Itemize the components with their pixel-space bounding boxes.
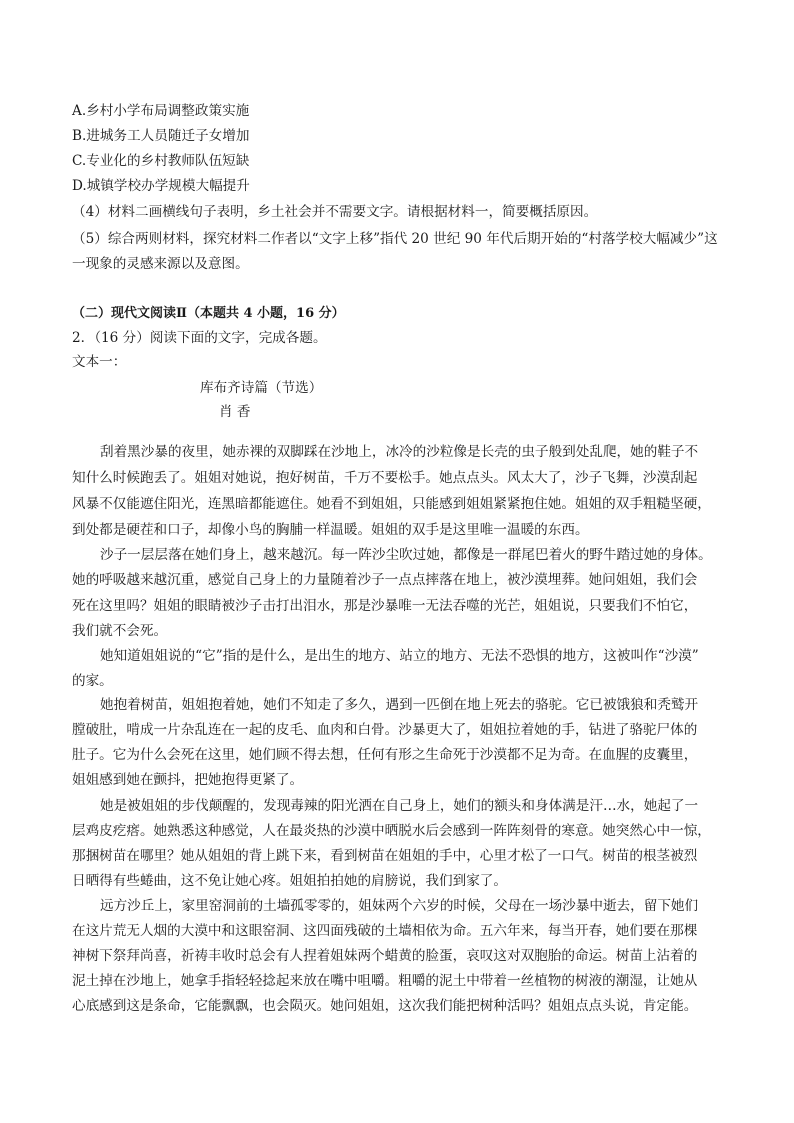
paragraph-2-line-2: 她的呼吸越来越沉重，感觉自己身上的力量随着沙子一点点摔落在地上，被沙漠埋葬。她问姐姐，我们会	[72, 572, 698, 588]
paragraph-6-line-1: 远方沙丘上，家里窑洞前的土墙孤零零的，姐妹两个六岁的时候，父母在一场沙暴中逝去，留下她们	[100, 898, 699, 914]
paragraph-5-line-1: 她是被姐姐的步伐颠醒的，发现毒辣的阳光洒在自己身上，她们的额头和身体满是汗…水，她起了一	[100, 798, 699, 814]
paragraph-5-line-3: 那捆树苗在哪里？她从姐姐的背上跳下来，看到树苗在姐姐的手中，心里才松了一口气。树苗的根茎被烈	[72, 848, 698, 864]
question-intro: 2．（16 分）阅读下面的文字，完成各题。	[72, 330, 327, 346]
text-label: 文本一：	[72, 354, 127, 370]
paragraph-2-line-1: 沙子一层层落在她们身上，越来越沉。每一阵沙尘吹过她，都像是一群尾巴着火的野牛踏过她的身体。	[100, 547, 712, 563]
question-5-line-2: 一现象的灵感来源以及意图。	[72, 256, 249, 272]
paragraph-2-line-4: 我们就不会死。	[72, 623, 168, 639]
paragraph-5-line-4: 日晒得有些蜷曲，这不免让她心疼。姐姐拍拍她的肩膀说，我们到家了。	[72, 873, 507, 889]
paragraph-3-line-2: 的家。	[72, 673, 113, 689]
paragraph-6-line-2: 在这片荒无人烟的大漠中和这眼窑洞、这四面残破的土墙相依为命。五六年来，每当开春，她们要在那棵	[72, 923, 698, 939]
option-b: B.进城务工人员随迁子女增加	[72, 128, 250, 144]
paragraph-4-line-4: 姐姐感到她在颤抖，把她抱得更紧了。	[72, 772, 304, 788]
author-name: 肖 香	[219, 404, 251, 420]
option-a: A.乡村小学布局调整政策实施	[72, 103, 250, 119]
question-5-line-1: （5）综合两则材料，探究材料二作者以“文字上移”指代 20 世纪 90 年代后期开始的“村落学校大幅减少”这	[72, 231, 718, 247]
paragraph-4-line-3: 肚子。它为什么会死在这里，她们顾不得去想，任何有形之生命死于沙漠都不足为奇。在血腥的皮囊里，	[72, 747, 698, 763]
section-title: （二）现代文阅读Ⅱ（本题共 4 小题，16 分）	[72, 306, 345, 321]
paragraph-4-line-1: 她抱着树苗，姐姐抱着她，她们不知走了多久，遇到一匹倒在地上死去的骆驼。它已被饿狼和秃鹫开	[100, 697, 699, 713]
paragraph-4-line-2: 膛破肚，啃成一片杂乱连在一起的皮毛、血肉和白骨。沙暴更大了，姐姐拉着她的手，钻进了骆驼尸体的	[72, 722, 698, 738]
paragraph-3-line-1: 她知道姐姐说的“它”指的是什么，是出生的地方、站立的地方、无法不恐惧的地方，这被叫作“沙漠”	[100, 648, 699, 664]
question-4: （4）材料二画横线句子表明，乡土社会并不需要文字。请根据材料一，简要概括原因。	[72, 204, 598, 220]
option-d: D.城镇学校办学规模大幅提升	[72, 178, 250, 194]
paragraph-6-line-3: 神树下祭拜尚喜，祈祷丰收时总会有人捏着姐妹两个蜡黄的脸蛋，哀叹这对双胞胎的命运。树苗上沾着的	[72, 948, 698, 964]
paragraph-1-line-4: 到处都是硬茬和口子，却像小鸟的胸脯一样温暖。姐姐的双手是这里唯一温暖的东西。	[72, 522, 589, 538]
paragraph-2-line-3: 死在这里吗？姐姐的眼睛被沙子击打出泪水，那是沙暴唯一无法吞噬的光芒，姐姐说，只要我们不怕它，	[72, 598, 698, 614]
paragraph-6-line-4: 泥土掉在沙地上，她拿手指轻轻捻起来放在嘴中咀嚼。粗嚼的泥土中带着一丝植物的树液的潮湿，让她从	[72, 973, 698, 989]
option-c: C.专业化的乡村教师队伍短缺	[72, 153, 250, 169]
poem-title: 库布齐诗篇（节选）	[200, 380, 323, 396]
paragraph-1-line-2: 知什么时候跑丢了。姐姐对她说，抱好树苗，千万不要松手。她点点头。风太大了，沙子飞舞，沙漠刮起	[72, 470, 698, 486]
paragraph-1-line-3: 风暴不仅能遮住阳光，连黑暗都能遮住。她看不到姐姐，只能感到姐姐紧紧抱住她。姐姐的双手粗糙坚硬，	[72, 496, 711, 512]
paragraph-5-line-2: 层鸡皮疙瘩。她熟悉这种感觉，人在最炎热的沙漠中晒脱水后会感到一阵阵刻骨的寒意。她突然心中一惊，	[72, 823, 711, 839]
paragraph-6-line-5: 心底感到这是条命，它能飘飘，也会陨灭。她问姐姐，这次我们能把树种活吗？姐姐点点头说，肯定能。	[72, 998, 698, 1014]
paragraph-1-line-1: 刮着黑沙暴的夜里，她赤裸的双脚踩在沙地上，冰冷的沙粒像是长壳的虫子般到处乱爬，她的鞋子不	[100, 444, 699, 460]
